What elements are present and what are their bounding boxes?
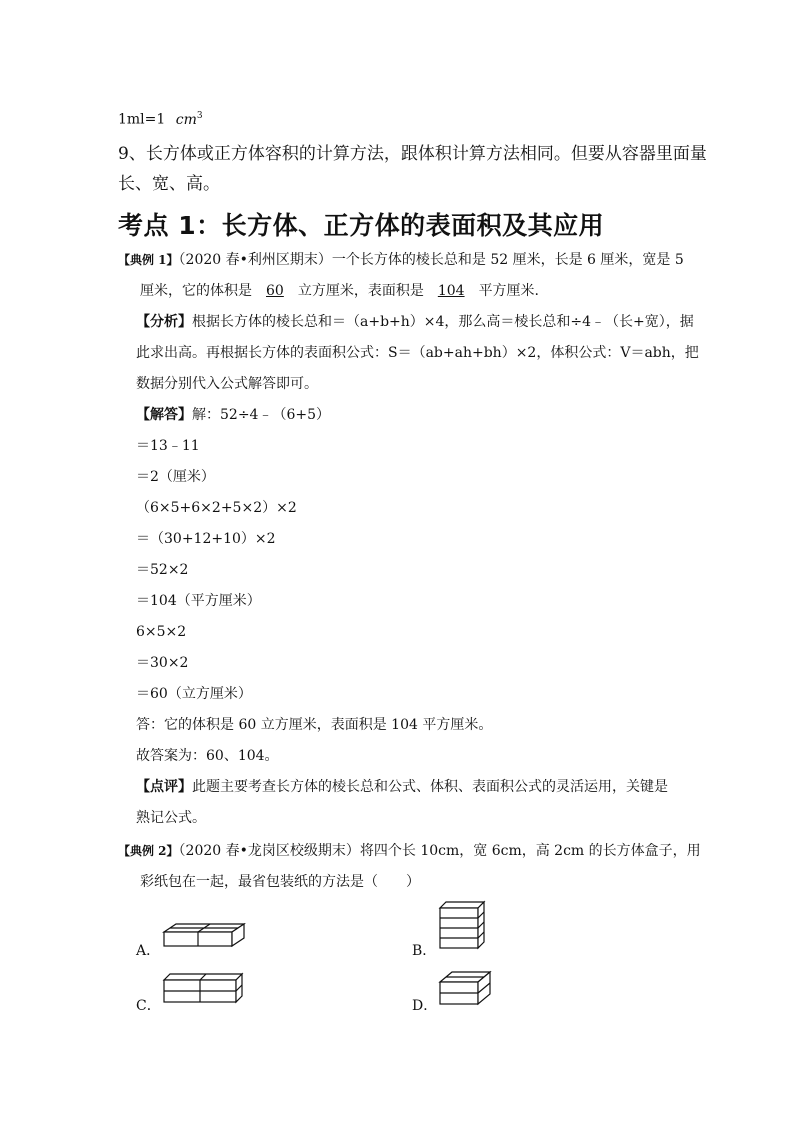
answer-volume-blank: 60 [266, 283, 284, 299]
solution-final: 故答案为：60、104。 [136, 748, 279, 764]
unit-conversion-line [118, 106, 203, 130]
section-title: 考点 1：长方体、正方体的表面积及其应用 [118, 211, 605, 240]
example1-line1 [118, 250, 684, 270]
example2-question: （2020 春•龙岗区校级期末）将四个长 10cm，宽 6cm，高 2cm 的长方体盒子，用 [178, 843, 701, 859]
answer-area-blank: 104 [437, 283, 465, 299]
example2-tag: 【典例 2】 [118, 844, 179, 858]
solution-step: ＝52×2 [136, 562, 189, 578]
solution-step: ＝2（厘米） [136, 469, 215, 485]
option-c-label[interactable]: C． [136, 998, 161, 1014]
example1-tag: 【典例 1】 [118, 253, 179, 267]
option-b-figure[interactable] [440, 900, 486, 950]
option-a-label[interactable]: A． [136, 943, 161, 959]
solution-first-line: 【解答】解：52÷4﹣（6+5） [136, 407, 330, 423]
analysis-line2: 此求出高。再根据长方体的表面积公式：S＝（ab+ah+bh）×2，体积公式：V＝abh，把 [136, 345, 699, 361]
solution-step: ＝（30+12+10）×2 [136, 531, 276, 547]
solution-step: 6×5×2 [136, 624, 187, 640]
solution-step: ＝60（立方厘米） [136, 686, 252, 702]
unit-exponent: 3 [196, 111, 203, 121]
comment-line1: 【点评】此题主要考查长方体的棱长总和公式、体积、表面积公式的灵活运用，关键是 [136, 779, 668, 795]
unit-cm: cm [175, 111, 197, 128]
unit-prefix: 1ml=1 [118, 111, 166, 128]
option-d-label[interactable]: D． [412, 998, 438, 1014]
solution-label: 【解答】 [136, 407, 192, 423]
option-b-top-face [440, 902, 484, 908]
analysis-line3: 数据分别代入公式解答即可。 [136, 376, 318, 392]
option-a-figure[interactable] [164, 918, 248, 952]
item9-line2: 长、宽、高。 [118, 174, 220, 194]
solution-step: ＝13﹣11 [136, 438, 200, 454]
example1-line2: 厘米，它的体积是 60 立方厘米，表面积是 104 平方厘米. [140, 283, 540, 299]
item9-line1: 9、长方体或正方体容积的计算方法，跟体积计算方法相同。但要从容器里面量 [118, 144, 707, 164]
solution-step: （6×5+6×2+5×2）×2 [136, 500, 297, 516]
comment-line2: 熟记公式。 [136, 810, 206, 826]
example2-line2: 彩纸包在一起，最省包装纸的方法是（ ） [140, 874, 420, 890]
option-c-figure[interactable] [164, 972, 244, 1006]
analysis-line1: 【分析】根据长方体的棱长总和＝（a+b+h）×4，那么高＝棱长总和÷4﹣（长+宽），据 [136, 314, 694, 330]
solution-step: ＝30×2 [136, 655, 189, 671]
example2-line1 [118, 841, 701, 861]
option-d-figure[interactable] [440, 968, 492, 1008]
analysis-label: 【分析】 [136, 314, 192, 330]
comment-label: 【点评】 [136, 779, 192, 795]
option-b-label[interactable]: B． [412, 943, 437, 959]
solution-step: ＝104（平方厘米） [136, 593, 261, 609]
example1-question: （2020 春•利州区期末）一个长方体的棱长总和是 52 厘米，长是 6 厘米，宽是 5 [178, 252, 684, 268]
solution-answer: 答：它的体积是 60 立方厘米，表面积是 104 平方厘米。 [136, 717, 493, 733]
